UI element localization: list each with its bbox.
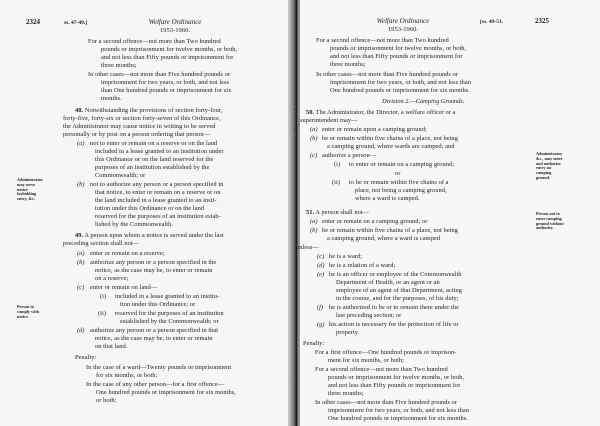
text-line: the land included in a lease granted to an insti- [95,197,217,204]
text-line: enter or remain on land— [90,284,158,291]
text-line: One hundred pounds or imprisonment for six months, [96,389,236,396]
scan-speck [298,124,300,125]
scan-speck [294,134,296,135]
text-line: In the case of a ward—Twenty pounds or imprisonment [86,364,232,371]
scan-speck [294,106,296,107]
text-line: lished by the Commonwealth. [95,221,174,228]
margin-note-person-comply: Person to comply with notice. [17,304,39,319]
text-line: preceding section shall not— [63,240,140,247]
text-line: a camping ground, where wards are camped; and [327,143,455,150]
text-line: on that land. [95,343,128,350]
text-line: or both; [96,397,117,404]
item-label: (i) [334,161,341,168]
text-line: three months; [328,390,364,397]
section-49-heading: 49. A person upon whom a notice is served under the last [75,232,224,239]
left-page [0,0,294,426]
text-line: not to authorize any person or a person specified in [90,181,224,188]
text-line: he is an officer or employee of the Commonwealth [329,271,462,278]
text-line: to be or remain within five chains of a [349,179,449,186]
division-heading: Division 2.—Camping Grounds. [382,98,465,105]
item-label: (b) [310,135,318,142]
penalty-heading: Penalty: [75,354,97,361]
text-line: three months; [101,62,137,69]
text-line: the Administrator may cause notice in writing to be served [63,123,216,130]
item-label: (i) [100,293,107,300]
section-51-heading: 51. A person shall not— [306,209,370,216]
item-label: (ii) [332,179,341,186]
text-line: imprisonment for two years, or both, and not less [101,79,230,86]
item-label: (d) [77,327,85,334]
item-label: (g) [317,321,325,328]
text-line: For a first offence—One hundred pounds or imprison- [315,349,457,356]
text-line: be or remain within five chains of a place, not being [322,227,458,234]
text-line: One hundred pounds or imprisonment for six months. [330,87,470,94]
text-line: this Ordinance or on the land reserved for the [95,156,214,163]
text-line: that notice, to enter or remain on a reserve or on [95,189,221,196]
penalty-heading: Penalty: [303,340,325,347]
item-label: (c) [310,152,318,159]
text-line: superintendent may— [300,117,358,124]
text-line: authorize a person— [322,152,377,159]
text-line: last preceding section; or [336,312,402,319]
text-line: ment for six months, or both; [328,357,405,364]
text-line: One hundred pounds or imprisonment for six months. [328,415,468,422]
item-label: (a) [77,140,85,147]
text-line: on a reserve; [95,275,129,282]
text-line: a camping ground, where a ward is camped [327,235,441,242]
item-label: (b) [77,259,85,266]
right-years: 1953-1960. [387,26,419,33]
text-line: for six months, or both; [96,372,158,379]
text-line: or [395,170,401,177]
text-line: established by the Commonwealth; or [120,318,219,325]
text-line: authorize any person or a person specified in the [90,259,217,266]
text-line: and not less than Fifty pounds or imprisonment for [328,382,461,389]
left-title: Welfare Ordinance [148,18,202,26]
item-label: (b) [310,227,318,234]
item-label: (b) [77,181,85,188]
text-line: in the course, and for the purposes, of his duty; [336,295,459,302]
section-48-heading: 48. Notwithstanding the provisions of section forty-four, [75,107,223,114]
text-line: tion under this Ordinance; or [120,301,196,308]
text-line: reserved for the purposes of an institution [115,310,224,317]
right-page [296,0,600,426]
text-line: he is a ward; [329,253,363,260]
text-line: be or remain within five chains of a place, not being [322,135,458,142]
item-label: (f) [317,304,324,311]
item-label: (d) [317,262,325,269]
text-line: months. [101,95,122,102]
text-line: notice, as the case may be, to enter or remain [95,335,213,342]
text-line: personally or by post on a person ordering that person— [63,131,211,138]
text-line: In the case of any other person—for a first offence— [86,381,225,388]
right-section-range: [ss. 49-51. [480,19,504,25]
text-line: not to enter or remain on a reserve or on the land [90,140,218,147]
text-line: included in a lease granted to an institution under [95,148,224,155]
left-section-range: ss. 47-49.] [64,20,88,26]
text-line: he is authorized to be or to remain there under the [329,304,459,311]
item-label: (c) [77,284,85,291]
margin-note-administrator: Administrator may serve notice forbidding entry, &c. [17,177,43,202]
text-line: tution under this Ordinance or on the land [95,205,205,212]
text-line: three months; [330,61,366,68]
text-line: reserved for the purposes of an institution estab- [95,213,221,220]
text-line: forty-five, forty-six or section forty-seven of this Ordinance, [63,115,221,122]
item-label: (ii) [98,310,107,317]
item-label: (a) [310,218,318,225]
right-title: Welfare Ordinance [376,17,430,25]
text-line: notice, as the case may be, to enter or remain [95,267,213,274]
margin-note-person-camping: Person not to enter camping ground without authority. [536,211,564,231]
text-line: For a second offence—not more than Two hundred [316,37,449,44]
text-line: enter or remain upon a camping ground; [322,126,427,133]
section-50-heading: 50. The Administrator, the Director, a welfare officer or a [306,109,456,116]
text-line: to enter or remain on a camping ground; [349,161,455,168]
item-label: (a) [77,250,85,257]
text-line: pounds or imprisonment for twelve months, or both, [328,374,465,381]
text-line: and not less than Fifty pounds or imprisonment for [101,54,234,61]
text-line: property. [336,329,360,336]
text-line: imprisonment for two years, or both, and not less than [330,79,471,86]
gutter-shadow-line [296,0,297,426]
text-line: unless— [296,244,319,251]
text-line: where a ward is camped. [355,195,420,202]
item-label: (c) [317,253,325,260]
left-years: 1953-1960. [159,27,191,34]
text-line: In other cases—not more than Five hundred pounds or [88,71,231,78]
text-line: and not less than Fifty pounds or imprisonment for [330,53,463,60]
right-page-number: 2325 [535,17,549,25]
text-line: than One hundred pounds or imprisonment for six [101,87,232,94]
text-line: purposes of an institution established by the [95,164,210,171]
text-line: Department of Health, or an agent or an [336,279,440,286]
text-line: imprisonment for two years, or both, and not less than [328,407,469,414]
item-label: (a) [310,126,318,133]
text-line: place, not being a camping ground, [355,187,447,194]
text-line: his action is necessary for the protection of life or [329,321,459,328]
left-page-number: 2324 [26,18,40,26]
text-line: employee of an agent of that Department, acting [336,287,462,294]
text-line: enter or remain on a camping ground; or [322,218,428,225]
text-line: authorize any person or a person specified in that [90,327,219,334]
text-line: In other cases—not more than Five hundred pounds or [315,399,458,406]
text-line: For a second offence—not more than Two hundred [88,38,221,45]
text-line: he is a relation of a ward; [329,262,396,269]
text-line: pounds or imprisonment for twelve months, or both, [101,46,238,53]
margin-note-administrator-entry: Administrator, &c., may enter and authorize entry on camping ground. [536,151,563,180]
text-line: pounds or imprisonment for twelve months, or both, [330,45,467,52]
text-line: In other cases—not more than Five hundred pounds or [316,71,459,78]
text-line: Commonwealth; or [95,172,146,179]
text-line: included in a lease granted to an institu- [115,293,220,300]
item-label: (e) [317,271,325,278]
text-line: enter or remain on a reserve; [90,250,165,257]
text-line: For a second offence—not more than Two hundred [315,366,448,373]
